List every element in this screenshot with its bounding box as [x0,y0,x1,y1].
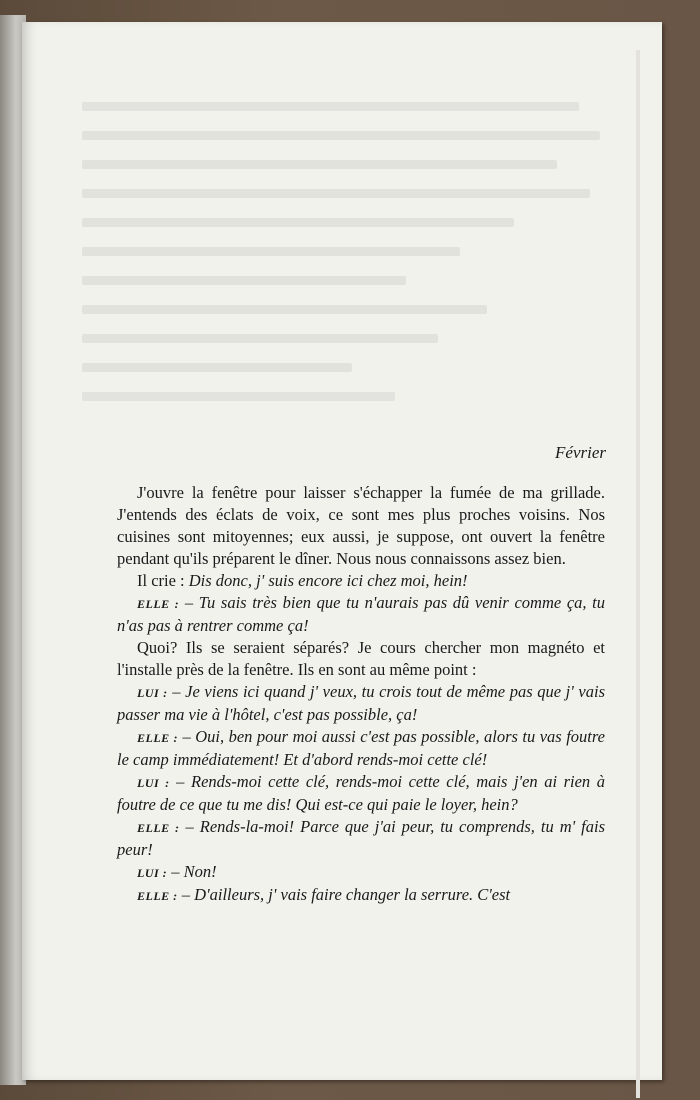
speaker-label: LUI : [137,686,168,700]
paragraph [117,570,605,592]
dialogue-line: – Rends-moi cette clé, rends-moi cette clé, mais j'en ai rien à foutre de ce que tu me dis! Qui est-ce qui paie le loyer, hein? [117,772,605,814]
speaker-label: LUI : [137,776,170,790]
speaker-label: ELLE : [137,597,180,611]
dialogue-line: – Rends-la-moi! Parce que j'ai peur, tu comprends, tu m' fais peur! [117,817,606,859]
paragraph-text: Quoi? Ils se seraient séparés? Je cours chercher mon magnéto et l'installe près de la fenêtre. Ils en sont au même point : [117,638,605,679]
paragraph [117,726,605,771]
paragraph [117,816,605,861]
speaker-label: ELLE : [137,889,178,903]
paragraph [117,482,605,570]
dialogue-line: Dis donc, j' suis encore ici chez moi, hein! [188,571,468,590]
paragraph [117,861,605,884]
book-page [22,22,662,1080]
paragraph [117,592,605,637]
paragraph [117,681,605,726]
dialogue-line: – D'ailleurs, j' vais faire changer la serrure. C'est [181,885,511,904]
paragraph [117,637,605,681]
page-edge [636,50,640,1098]
body-text [117,482,605,907]
dialogue-line: – Je viens ici quand j' veux, tu crois tout de même pas que j' vais passer ma vie à l'hôtel, c'est pas possible, ça! [117,682,605,724]
paragraph [117,884,605,907]
section-heading: Février [555,443,606,462]
speaker-label: ELLE : [137,731,179,745]
dialogue-line: – Non! [171,862,217,881]
paragraph-text: J'ouvre la fenêtre pour laisser s'échapper la fumée de ma grillade. J'entends des éclats de voix, ce sont mes plus proches voisins. Nos cuisines sont mitoyennes; eux aussi, je suppose, ont ouvert la fenêtre pendant qu'ils préparent le dîner. Nous nous connaissons assez bien. [117,483,605,568]
paragraph [117,771,605,816]
dialogue-line: – Tu sais très bien que tu n'aurais pas dû venir comme ça, tu n'as pas à rentrer comme ça! [117,593,605,635]
speaker-label: ELLE : [137,821,180,835]
speaker-label: LUI : [137,866,168,880]
dialogue-line: – Oui, ben pour moi aussi c'est pas possible, alors tu vas foutre le camp immédiatement! Et d'abord rends-moi cette clé! [117,727,605,769]
show-through-text [82,102,622,442]
narration-lead: Il crie : [137,571,185,590]
